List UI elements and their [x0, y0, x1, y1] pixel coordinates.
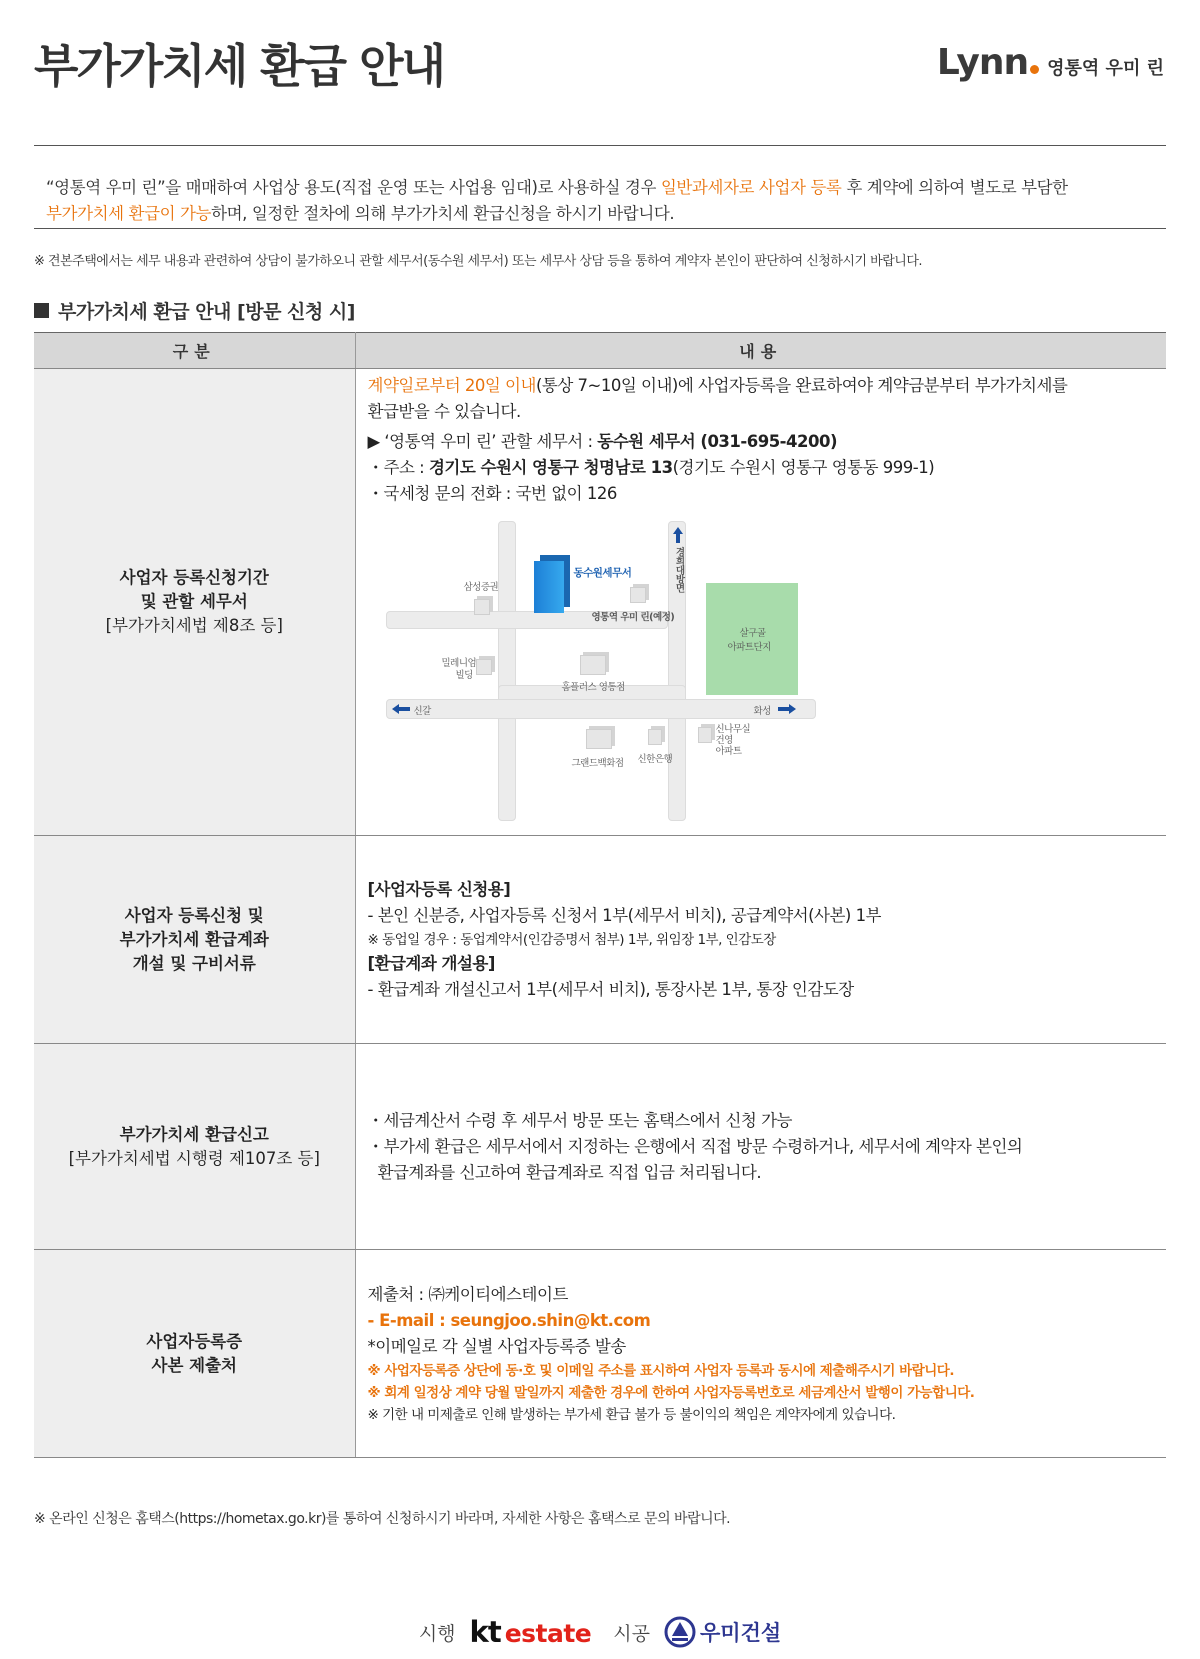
content-text: ▶ ‘영통역 우미 린’ 관할 세무서 : [367, 432, 598, 451]
map-label: 화성 [753, 706, 771, 717]
cat-line: [부가가치세법 제8조 등] [105, 616, 283, 635]
divider-top [34, 145, 1166, 146]
footer-label-builder: 시공 [613, 1622, 650, 1645]
estate-logo-text: estate [504, 1619, 592, 1648]
row-category [34, 1250, 355, 1458]
map-road [498, 521, 516, 821]
location-map [386, 521, 856, 821]
arrow-north-icon [673, 527, 683, 543]
tax-office-name: 동수원 세무서 (031-695-4200) [597, 432, 837, 451]
brand-dot-icon [1030, 65, 1039, 74]
cat-line: 사본 제출처 [151, 1355, 237, 1375]
deadline-highlight: 계약일로부터 20일 이내 [367, 376, 536, 395]
phone-line: ・국세청 문의 전화 : 국번 없이 126 [367, 484, 617, 503]
report-line: 환급계좌를 신고하여 환급계좌로 직접 입금 처리됩니다. [377, 1162, 762, 1182]
map-label: 밀레니엄 [441, 658, 477, 669]
map-label: 살구골 [739, 628, 766, 639]
umi-logo [664, 1616, 781, 1648]
map-label: 아파트 [715, 746, 742, 757]
section-title-text: 부가가치세 환급 안내 [방문 신청 시] [58, 301, 355, 323]
submit-note: *이메일로 각 실별 사업자등록증 발송 [367, 1336, 626, 1356]
row-content [355, 1250, 1166, 1458]
cat-line: 사업자등록증 [146, 1331, 243, 1351]
footer [0, 1615, 1200, 1649]
map-label: 빌딩 [455, 670, 473, 681]
map-label: 삼성증권 [463, 582, 499, 593]
map-building [630, 587, 646, 603]
intro-highlight: 부가가치세 환급이 가능 [46, 204, 212, 223]
email-link[interactable]: - E-mail : seungjoo.shin@kt.com [367, 1310, 651, 1330]
tax-office-building [534, 561, 564, 613]
map-building [474, 599, 490, 615]
umi-emblem-icon [664, 1616, 696, 1648]
kt-logo-text: kt [469, 1615, 501, 1649]
row-content [355, 836, 1166, 1044]
content-text: ・주소 : [367, 458, 429, 477]
table-header [34, 333, 1166, 369]
docs-line: - 본인 신분증, 사업자등록 신청서 1부(세무서 비치), 공급계약서(사본) 1부 [367, 905, 882, 925]
map-building [698, 727, 712, 743]
row-content [355, 369, 1166, 836]
header-category: 구분 [34, 333, 355, 369]
table-row [34, 836, 1166, 1044]
divider-mid [34, 228, 1166, 229]
intro-text [46, 175, 1156, 227]
content-text: (경기도 수원시 영통구 영통동 999-1) [672, 458, 935, 477]
report-line: ・부가세 환급은 세무서에서 지정하는 은행에서 직접 방문 수령하거나, 세무서에 계약자 본인의 [367, 1136, 1023, 1156]
map-building [586, 729, 612, 749]
footer-label-developer: 시행 [418, 1622, 456, 1645]
warning-note: ※ 사업자등록증 상단에 동·호 및 이메일 주소를 표시하여 사업자 등록과 동시에 제출해주시기 바랍니다. [367, 1362, 954, 1379]
map-building [476, 659, 492, 675]
row-category [34, 1044, 355, 1250]
liability-note: ※ 기한 내 미제출로 인해 발생하는 부가세 환급 불가 등 불이익의 책임은 계약자에게 있습니다. [367, 1406, 896, 1423]
address-line [368, 455, 1153, 481]
map-label: 동수원세무서 [573, 567, 632, 579]
arrow-west-icon [392, 704, 410, 714]
map-label: 경희대방면 [673, 547, 685, 592]
docs-line: - 환급계좌 개설신고서 1부(세무서 비치), 통장사본 1부, 통장 인감도장 [367, 979, 854, 999]
map-label: 그랜드백화점 [571, 758, 624, 769]
map-building [580, 655, 606, 675]
section-title [34, 297, 355, 324]
cat-line: 부가가치세 환급계좌 [119, 929, 269, 949]
intro-part: 후 계약에 의하여 별도로 부담한 [841, 178, 1068, 197]
row-content [355, 1044, 1166, 1250]
map-label: 영통역 우미 린(예정) [591, 612, 675, 623]
map-label: 건영 [715, 735, 733, 746]
content-line: 환급받을 수 있습니다. [367, 402, 521, 421]
cat-line: 개설 및 구비서류 [132, 953, 256, 973]
cat-line: 사업자 등록신청 및 [124, 905, 264, 925]
row-category [34, 369, 355, 836]
footnote: ※ 온라인 신청은 홈택스(https://hometax.go.kr)를 통하여 신청하시기 바라며, 자세한 사항은 홈택스로 문의 바랍니다. [34, 1511, 731, 1527]
report-line: ・세금계산서 수령 후 세무서 방문 또는 홈택스에서 신청 가능 [367, 1110, 792, 1130]
cat-line: 부가가치세 환급신고 [119, 1124, 269, 1144]
cat-line: [부가가치세법 시행령 제107조 등] [68, 1148, 320, 1168]
address-bold: 경기도 수원시 영통구 청명남로 13 [428, 458, 673, 477]
table-row [34, 1250, 1166, 1458]
row-category [34, 836, 355, 1044]
brand-subtitle: 영통역 우미 린 [1047, 58, 1164, 79]
content-line [368, 373, 1153, 399]
docs-heading: [환급계좌 개설용] [367, 953, 495, 973]
intro-part: “영통역 우미 린”을 매매하여 사업상 용도(직접 운영 또는 사업용 임대)로 사용하실 경우 [46, 178, 661, 197]
submit-to: 제출처 : ㈜케이티에스테이트 [367, 1284, 568, 1304]
notice-text: ※ 견본주택에서는 세무 내용과 관련하여 상담이 불가하오니 관할 세무서(동수원 세무서) 또는 세무사 상담 등을 통하여 계약자 본인이 판단하여 신청하시기 바랍니다. [34, 254, 923, 269]
map-label: 신나무실 [715, 724, 751, 735]
map-road [386, 699, 816, 719]
refund-table [34, 332, 1166, 1458]
brand-logo [937, 42, 1164, 83]
intro-part: 하며, 일정한 절차에 의해 부가가치세 환급신청을 하시기 바랍니다. [211, 204, 675, 223]
kt-estate-logo [470, 1615, 592, 1649]
map-label: 홈플러스 영통점 [561, 682, 625, 693]
tax-office-line [368, 429, 1153, 455]
builder-name: 우미건설 [700, 1621, 782, 1645]
cat-line: 및 관할 세무서 [140, 592, 248, 611]
brand-name: Lynn [936, 42, 1029, 83]
docs-note: ※ 동업일 경우 : 동업계약서(인감증명서 첨부) 1부, 위임장 1부, 인감도장 [367, 931, 776, 948]
page-title: 부가가치세 환급 안내 [34, 39, 444, 93]
intro-highlight: 일반과세자로 사업자 등록 [660, 178, 842, 197]
warning-note: ※ 회계 일정상 계약 당월 말일까지 제출한 경우에 한하여 사업자등록번호로 세금계산서 발행이 가능합니다. [367, 1384, 975, 1401]
map-label: 신한은행 [637, 754, 673, 765]
cat-line: 사업자 등록신청기간 [119, 568, 269, 587]
arrow-east-icon [778, 704, 796, 714]
map-building [648, 729, 662, 745]
header-content: 내용 [355, 333, 1166, 369]
map-label: 아파트단지 [727, 642, 771, 653]
table-row [34, 369, 1166, 836]
map-label: 신갈 [413, 706, 431, 717]
docs-heading: [사업자등록 신청용] [367, 879, 511, 899]
square-bullet-icon [34, 303, 49, 318]
content-text: (통상 7~10일 이내)에 사업자등록을 완료하여야 계약금분부터 부가가치세를 [535, 376, 1068, 395]
table-row [34, 1044, 1166, 1250]
